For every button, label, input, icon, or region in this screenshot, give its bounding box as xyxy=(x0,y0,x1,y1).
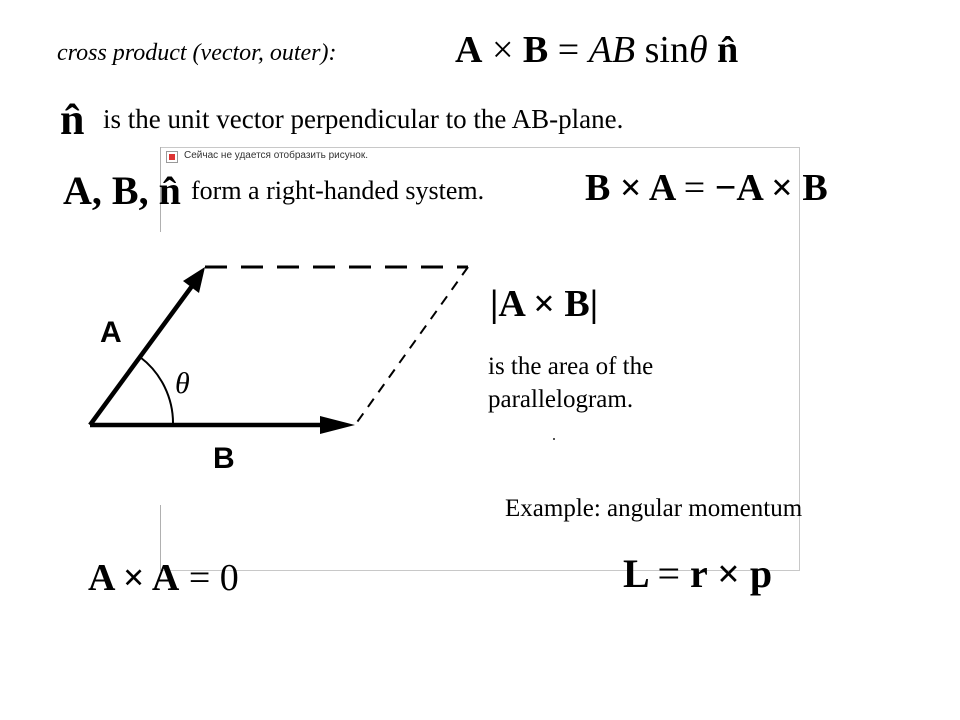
anti-equals: = xyxy=(683,167,706,209)
label-a: A xyxy=(100,316,122,349)
self-cross-equation xyxy=(88,556,239,600)
anti-rhs: −A × B xyxy=(714,167,828,209)
right-handed-description: form a right-handed system. xyxy=(191,176,485,205)
broken-image-caption: Сейчас не удается отобразить рисунок. xyxy=(184,150,368,161)
l-rhs: r × p xyxy=(690,551,773,596)
angular-momentum-equation xyxy=(623,550,772,597)
vector-triplet: A, B, n̂ xyxy=(63,168,181,213)
l-equals: = xyxy=(657,551,681,596)
label-theta: θ xyxy=(175,367,190,400)
label-b: B xyxy=(213,442,235,475)
eq-symbol-a: A xyxy=(455,29,483,71)
eq-sin: sin xyxy=(644,29,689,71)
cross-product-equation xyxy=(455,28,738,72)
eq-nhat: n̂ xyxy=(717,29,739,71)
parallelogram-diagram xyxy=(80,250,480,480)
slide-title: cross product (vector, outer): xyxy=(57,40,337,66)
vector-a-arrow xyxy=(90,282,195,425)
area-description: is the area of the parallelogram. xyxy=(488,353,654,413)
example-label: Example: angular momentum xyxy=(505,495,803,522)
anticommutative-equation xyxy=(585,166,828,210)
anti-lhs: B × A xyxy=(585,167,675,209)
l-lhs: L xyxy=(623,551,648,596)
stray-dot xyxy=(553,438,555,440)
dashed-right-edge xyxy=(355,267,468,425)
magnitude-equation: |A × B| xyxy=(490,283,599,325)
aa-rhs: 0 xyxy=(219,557,239,599)
nhat-symbol: n̂ xyxy=(60,95,85,144)
eq-ab: AB xyxy=(588,29,636,71)
angle-arc xyxy=(140,357,173,425)
eq-times: × xyxy=(491,29,514,71)
vector-b-arrowhead xyxy=(320,416,355,434)
aa-equals: = xyxy=(188,557,211,599)
eq-equals: = xyxy=(557,29,580,71)
vector-a-arrowhead xyxy=(183,267,205,293)
aa-lhs: A × A xyxy=(88,557,180,599)
eq-theta: θ xyxy=(688,29,708,71)
unit-vector-description: is the unit vector perpendicular to the AB-plane. xyxy=(103,104,624,134)
broken-image-icon xyxy=(166,151,178,163)
eq-symbol-b: B xyxy=(522,29,549,71)
